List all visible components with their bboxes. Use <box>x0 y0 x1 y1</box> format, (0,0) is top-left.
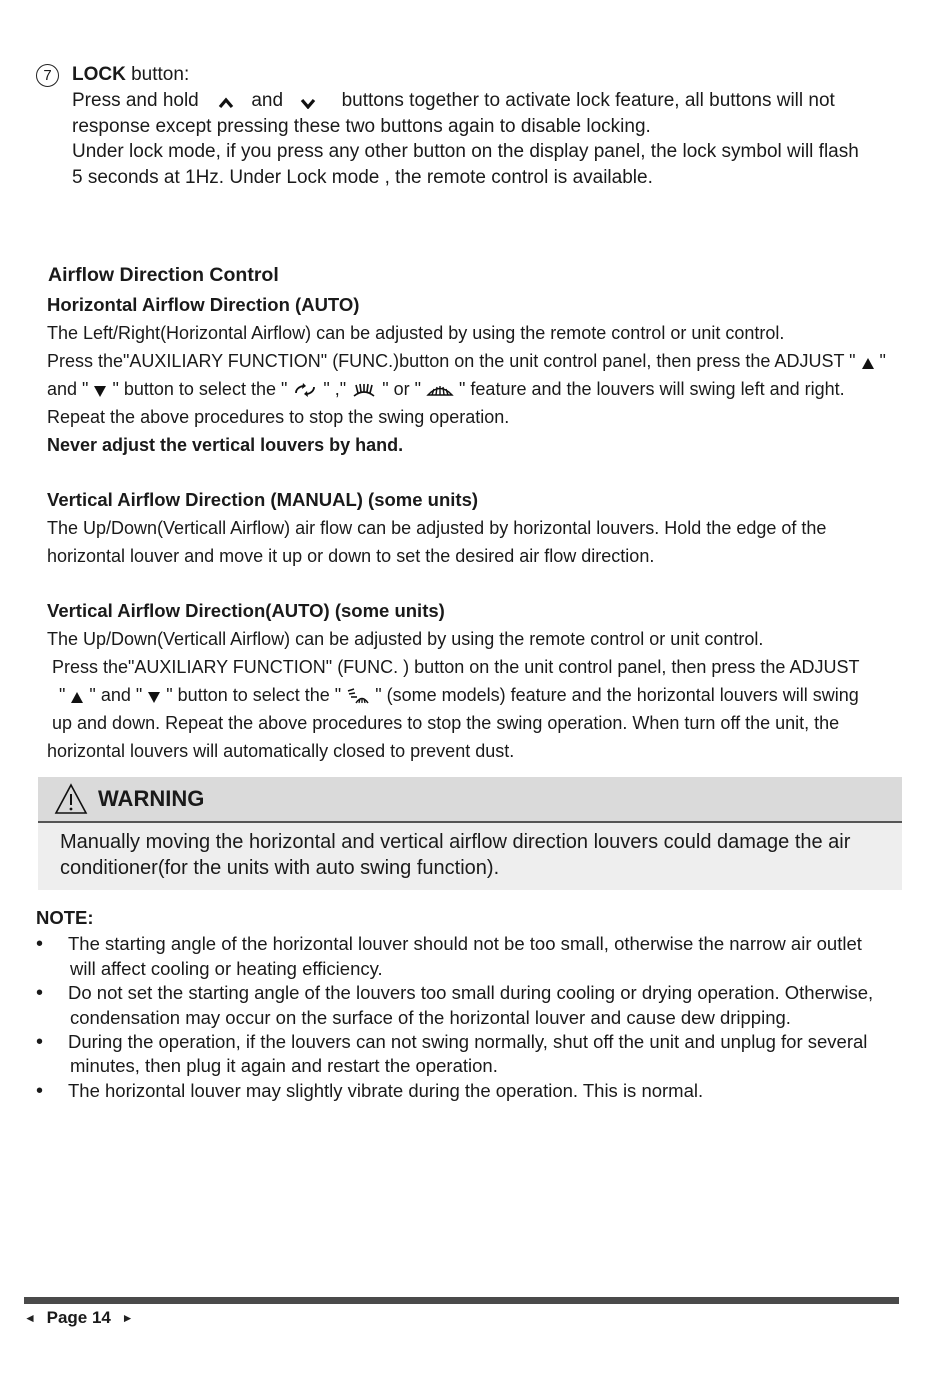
step-number-badge: 7 <box>36 64 59 87</box>
horizontal-line-3-text-c: " ," <box>323 379 347 399</box>
louver-spread-icon <box>351 379 382 399</box>
lock-title: LOCK <box>72 64 126 85</box>
vertical-auto-line-1: The Up/Down(Verticall Airflow) can be adjusted by using the remote control or unit control. <box>47 629 764 649</box>
horizontal-line-3-text-e: " feature and the louvers will swing left and right. <box>459 379 845 399</box>
warning-header <box>38 777 902 823</box>
vertical-auto-line-3-text-d: " (some models) feature and the horizontal louvers will swing <box>375 685 859 705</box>
note-item-4-line-1: The horizontal louver may slightly vibrate during the operation. This is normal. <box>68 1079 704 1101</box>
horizontal-warning-bold: Never adjust the vertical louvers by hand. <box>47 435 404 455</box>
vertical-auto-line-2: Press the"AUXILIARY FUNCTION" (FUNC. ) button on the unit control panel, then press the ADJUST <box>52 657 860 677</box>
lock-description <box>36 88 936 190</box>
horizontal-line-2 <box>47 347 927 375</box>
note-item-3-line-1: During the operation, if the louvers can not swing normally, shut off the unit and unplug for several <box>68 1031 868 1053</box>
warning-box <box>38 777 902 890</box>
vertical-manual-line-2: horizontal louver and move it up or down to set the desired air flow direction. <box>47 546 655 566</box>
vertical-manual-title: Vertical Airflow Direction (MANUAL) (some units) <box>47 489 479 510</box>
triangle-up-icon <box>70 685 84 705</box>
note-section <box>36 906 916 1103</box>
note-item-2-line-2: condensation may occur on the surface of the horizontal louver and cause dew dripping. <box>70 1006 791 1028</box>
warning-triangle-icon <box>54 783 88 820</box>
warning-text: Manually moving the horizontal and vertical airflow direction louvers could damage the air conditioner(for the units with auto swing function). <box>60 831 851 879</box>
horizontal-line-4: Repeat the above procedures to stop the swing operation. <box>47 407 510 427</box>
horizontal-line-2-text-b: " <box>879 351 886 371</box>
horizontal-line-3-text-d: " or " <box>382 379 421 399</box>
horizontal-line-3 <box>47 375 927 403</box>
triangle-up-icon <box>861 351 875 371</box>
vertical-auto-line-3-text-c: " button to select the " <box>166 685 342 705</box>
vertical-auto-line-3-text-a: " <box>59 685 66 705</box>
page-footer <box>24 1308 134 1328</box>
list-item <box>36 1030 916 1079</box>
note-item-1-line-1: The starting angle of the horizontal louver should not be too small, otherwise the narrow air outlet <box>68 933 862 955</box>
horizontal-line-3-text-a: and " <box>47 379 89 399</box>
note-title: NOTE: <box>36 907 94 928</box>
bullet-icon: • <box>36 982 44 1005</box>
swing-left-right-icon <box>292 379 323 399</box>
vertical-auto-line-3-text-b: " and " <box>89 685 143 705</box>
lock-section <box>36 62 936 190</box>
horizontal-line-3-text-b: " button to select the " <box>112 379 288 399</box>
chevron-up-icon <box>218 88 236 114</box>
horizontal-line-2-text-a: Press the"AUXILIARY FUNCTION" (FUNC.)button on the unit control panel, then press the ADJUST " <box>47 351 856 371</box>
list-item <box>36 981 916 1030</box>
prev-page-icon[interactable]: ◄ <box>24 1311 36 1325</box>
lock-line-1-text-c: buttons together to activate lock feature, all buttons will not <box>341 90 835 111</box>
lock-heading <box>36 62 936 88</box>
swing-up-down-icon <box>346 685 375 705</box>
triangle-down-icon <box>147 685 161 705</box>
note-item-2-line-1: Do not set the starting angle of the louvers too small during cooling or drying operation. Otherwise, <box>68 982 874 1004</box>
lock-line-1-text-b: and <box>251 90 284 111</box>
lock-line-1 <box>72 88 936 114</box>
note-item-1-line-2: will affect cooling or heating efficiency. <box>70 957 383 979</box>
louver-fan-icon <box>426 379 459 399</box>
warning-title: WARNING <box>98 786 205 811</box>
vertical-manual-line-1: The Up/Down(Verticall Airflow) air flow can be adjusted by horizontal louvers. Hold the edge of the <box>47 518 827 538</box>
lock-line-4: 5 seconds at 1Hz. Under Lock mode , the remote control is available. <box>72 166 653 188</box>
triangle-down-icon <box>93 379 107 399</box>
bullet-icon: • <box>36 933 44 956</box>
horizontal-line-1: The Left/Right(Horizontal Airflow) can be adjusted by using the remote control or unit control. <box>47 323 785 343</box>
bullet-icon: • <box>36 1079 44 1102</box>
footer-divider <box>24 1297 899 1304</box>
vertical-auto-line-4: up and down. Repeat the above procedures to stop the swing operation. When turn off the unit, the <box>52 713 840 733</box>
list-item <box>36 1079 916 1103</box>
note-item-3-line-2: minutes, then plug it again and restart the operation. <box>70 1055 498 1077</box>
page-number: Page 14 <box>46 1308 111 1327</box>
airflow-heading: Airflow Direction Control <box>48 264 279 286</box>
lock-colon: : <box>183 64 190 85</box>
vertical-auto-section <box>47 597 927 765</box>
lock-line-2: response except pressing these two buttons again to disable locking. <box>72 115 651 137</box>
chevron-down-icon <box>300 88 318 114</box>
lock-line-1-text-a: Press and hold <box>72 90 199 111</box>
horizontal-airflow-section <box>47 291 927 459</box>
lock-title-suffix: button <box>125 64 184 85</box>
vertical-manual-section <box>47 486 927 570</box>
vertical-auto-line-3 <box>47 681 927 709</box>
list-item <box>36 932 916 981</box>
lock-line-3: Under lock mode, if you press any other button on the display panel, the lock symbol will flash <box>72 141 859 162</box>
horizontal-airflow-title: Horizontal Airflow Direction (AUTO) <box>47 294 360 315</box>
bullet-icon: • <box>36 1031 44 1054</box>
next-page-icon[interactable]: ► <box>121 1311 134 1325</box>
vertical-auto-line-5: horizontal louvers will automatically closed to prevent dust. <box>47 741 515 761</box>
vertical-auto-title: Vertical Airflow Direction(AUTO) (some units) <box>47 600 445 621</box>
